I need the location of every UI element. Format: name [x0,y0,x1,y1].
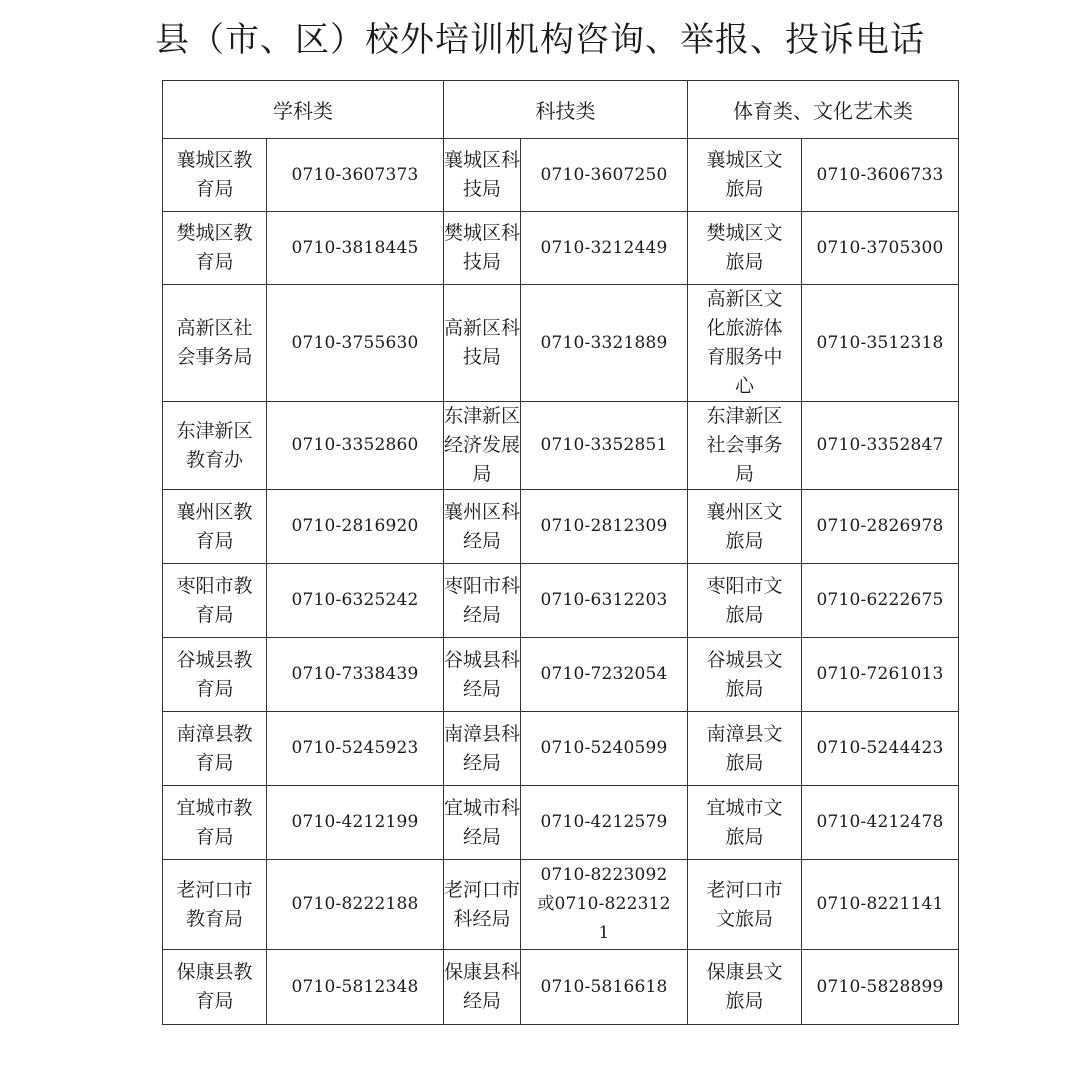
culture-phone-cell: 0710-5828899 [802,950,959,1025]
culture-org-cell: 南漳县文旅局 [688,712,802,786]
subject-phone-cell: 0710-5812348 [267,950,444,1025]
subject-org-cell: 襄城区教育局 [163,139,267,212]
tech-org-cell: 襄城区科技局 [444,139,521,212]
table-row [163,212,959,285]
culture-org-cell: 襄州区文旅局 [688,490,802,564]
culture-phone-cell: 0710-7261013 [802,638,959,712]
hotline-table [162,80,959,1025]
tech-phone-cell: 0710-4212579 [521,786,688,860]
culture-phone-cell: 0710-3512318 [802,285,959,402]
subject-phone-cell: 0710-2816920 [267,490,444,564]
table-row [163,490,959,564]
tech-phone-cell: 0710-2812309 [521,490,688,564]
culture-phone-cell: 0710-3606733 [802,139,959,212]
tech-org-cell: 东津新区经济发展局 [444,402,521,490]
tech-org-cell: 枣阳市科经局 [444,564,521,638]
culture-phone-cell: 0710-5244423 [802,712,959,786]
tech-org-cell: 高新区科技局 [444,285,521,402]
table-row [163,139,959,212]
culture-phone-cell: 0710-4212478 [802,786,959,860]
table-row [163,786,959,860]
culture-org-cell: 谷城县文旅局 [688,638,802,712]
header-tech: 科技类 [444,81,688,139]
tech-org-cell: 南漳县科经局 [444,712,521,786]
subject-org-cell: 襄州区教育局 [163,490,267,564]
subject-phone-cell: 0710-6325242 [267,564,444,638]
tech-org-cell: 宜城市科经局 [444,786,521,860]
subject-phone-cell: 0710-4212199 [267,786,444,860]
subject-org-cell: 枣阳市教育局 [163,564,267,638]
subject-org-cell: 东津新区教育办 [163,402,267,490]
subject-phone-cell: 0710-3818445 [267,212,444,285]
subject-org-cell: 高新区社会事务局 [163,285,267,402]
tech-phone-cell: 0710-3352851 [521,402,688,490]
tech-phone-cell: 0710-8223092或0710-8223121 [521,860,688,950]
page-title: 县（市、区）校外培训机构咨询、举报、投诉电话 [155,20,925,60]
tech-org-cell: 老河口市科经局 [444,860,521,950]
subject-org-cell: 宜城市教育局 [163,786,267,860]
subject-phone-cell: 0710-3352860 [267,402,444,490]
tech-phone-cell: 0710-3607250 [521,139,688,212]
tech-org-cell: 樊城区科技局 [444,212,521,285]
subject-phone-cell: 0710-5245923 [267,712,444,786]
tech-phone-cell: 0710-6312203 [521,564,688,638]
culture-phone-cell: 0710-6222675 [802,564,959,638]
subject-org-cell: 保康县教育局 [163,950,267,1025]
table-row [163,285,959,402]
table-row [163,860,959,950]
subject-phone-cell: 0710-7338439 [267,638,444,712]
culture-org-cell: 襄城区文旅局 [688,139,802,212]
culture-org-cell: 老河口市文旅局 [688,860,802,950]
subject-org-cell: 谷城县教育局 [163,638,267,712]
subject-org-cell: 南漳县教育局 [163,712,267,786]
tech-phone-cell: 0710-3212449 [521,212,688,285]
subject-phone-cell: 0710-8222188 [267,860,444,950]
tech-phone-cell: 0710-5240599 [521,712,688,786]
table-row [163,950,959,1025]
culture-phone-cell: 0710-8221141 [802,860,959,950]
culture-org-cell: 保康县文旅局 [688,950,802,1025]
subject-org-cell: 樊城区教育局 [163,212,267,285]
tech-org-cell: 谷城县科经局 [444,638,521,712]
subject-org-cell: 老河口市教育局 [163,860,267,950]
table-row [163,638,959,712]
tech-phone-cell: 0710-5816618 [521,950,688,1025]
culture-phone-cell: 0710-3705300 [802,212,959,285]
header-subject: 学科类 [163,81,444,139]
tech-phone-cell: 0710-7232054 [521,638,688,712]
culture-org-cell: 枣阳市文旅局 [688,564,802,638]
culture-phone-cell: 0710-2826978 [802,490,959,564]
header-row [163,81,959,139]
table-row [163,402,959,490]
table-row [163,712,959,786]
tech-org-cell: 保康县科经局 [444,950,521,1025]
culture-phone-cell: 0710-3352847 [802,402,959,490]
subject-phone-cell: 0710-3607373 [267,139,444,212]
table-row [163,564,959,638]
culture-org-cell: 樊城区文旅局 [688,212,802,285]
culture-org-cell: 宜城市文旅局 [688,786,802,860]
header-culture: 体育类、文化艺术类 [688,81,959,139]
culture-org-cell: 高新区文化旅游体育服务中心 [688,285,802,402]
tech-org-cell: 襄州区科经局 [444,490,521,564]
culture-org-cell: 东津新区社会事务局 [688,402,802,490]
tech-phone-cell: 0710-3321889 [521,285,688,402]
subject-phone-cell: 0710-3755630 [267,285,444,402]
